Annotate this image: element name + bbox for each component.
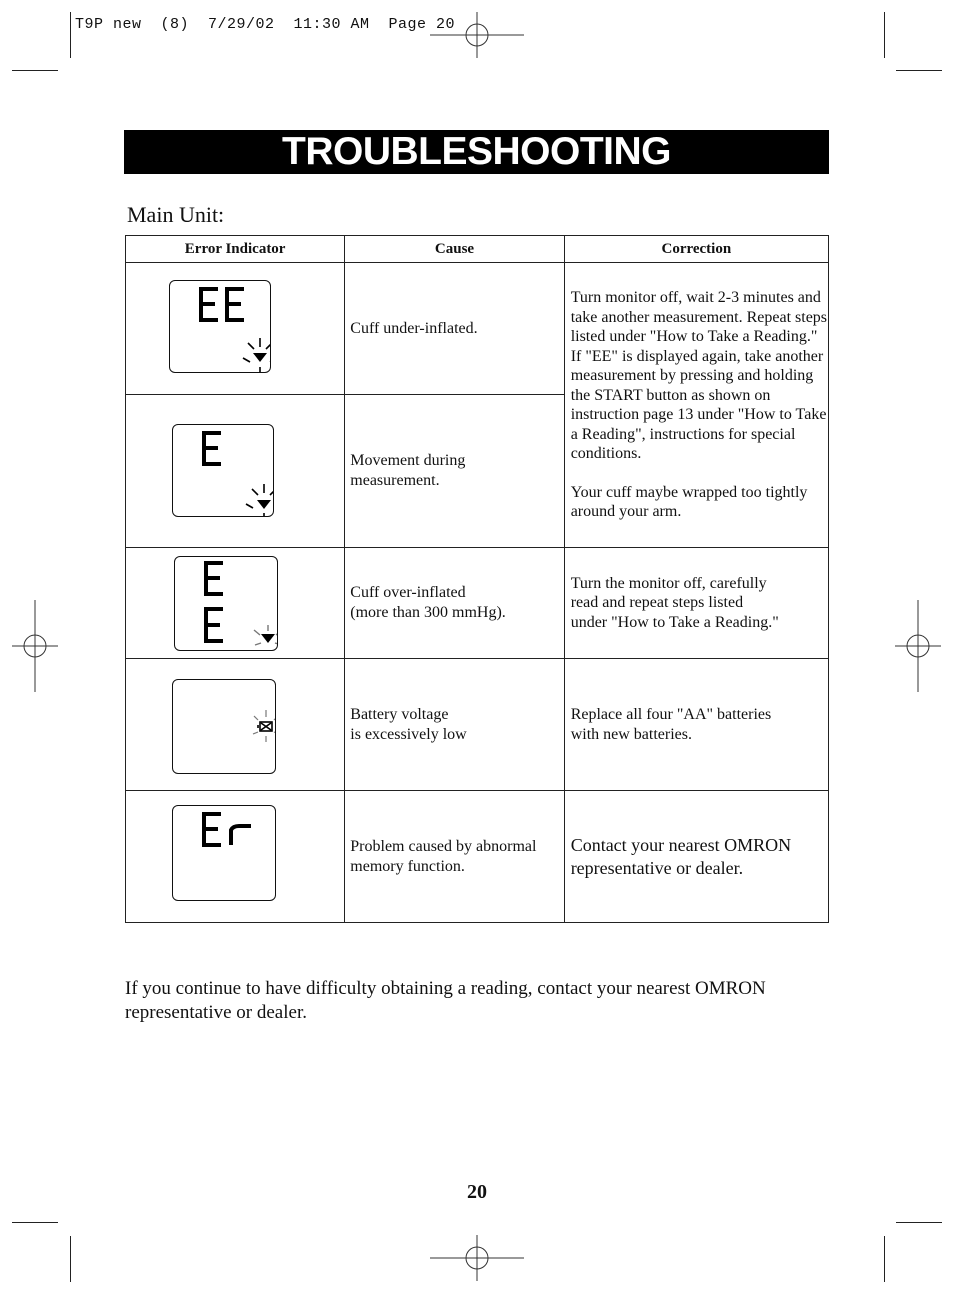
blinking-heart-icon — [254, 625, 277, 645]
print-slug: T9P new (8) 7/29/02 11:30 AM Page 20 — [75, 16, 456, 33]
section-subheading: Main Unit: — [127, 202, 225, 227]
error-indicator-e — [126, 395, 345, 548]
correction-shared — [564, 263, 828, 548]
error-indicator-er — [126, 791, 345, 923]
table-row — [126, 659, 829, 791]
lcd-display-e — [172, 424, 274, 517]
lcd-display-battery — [172, 679, 276, 774]
blinking-heart-icon — [243, 338, 270, 372]
table-header-row — [126, 236, 829, 263]
cause-cuff-over-inflated: Cuff over-inflated (more than 300 mmHg). — [345, 548, 564, 659]
error-indicator-ee — [126, 263, 345, 395]
er-segment-glyph — [173, 806, 275, 900]
ee-segment-glyph — [170, 281, 270, 372]
correction-contact-omron: Contact your nearest OMRON representative or dealer. — [564, 791, 828, 923]
page-number: 20 — [467, 1181, 487, 1203]
correction-text-1: Turn monitor off, wait 2-3 minutes and take another measurement. Repeat steps listed under "How to Take a Reading." If "EE" is displayed again, take another measurement by pressing and holding the START button as shown on instruction page 13 under "How to Take a Reading", instructions for special conditions. — [570, 289, 828, 463]
correction-text-2: Your cuff maybe wrapped too tightly around your arm. — [570, 483, 808, 521]
cause-cuff-under-inflated: Cuff under-inflated. — [345, 263, 564, 395]
correction-over-inflated: Turn the monitor off, carefully read and repeat steps listed under "How to Take a Reading." — [564, 548, 828, 659]
e-segment-glyph — [173, 425, 273, 516]
low-battery-icon — [173, 680, 275, 773]
footer-note: If you continue to have difficulty obtaining a reading, contact your nearest OMRON representative or dealer. — [125, 978, 766, 1023]
table-row — [126, 548, 829, 659]
error-indicator-e-e — [126, 548, 345, 659]
e-e-segment-glyph — [175, 557, 277, 650]
table-row — [126, 263, 829, 395]
page-title: TROUBLESHOOTING — [124, 130, 829, 174]
header-correction: Correction — [564, 236, 828, 263]
correction-battery: Replace all four "AA" batteries with new batteries. — [564, 659, 828, 791]
table-row — [126, 791, 829, 923]
cause-battery-low: Battery voltage is excessively low — [345, 659, 564, 791]
header-error-indicator: Error Indicator — [126, 236, 345, 263]
lcd-display-ee — [169, 280, 271, 373]
troubleshooting-table — [125, 235, 829, 923]
cause-memory-abnormal: Problem caused by abnormal memory function. — [345, 791, 564, 923]
cause-movement: Movement during measurement. — [345, 395, 564, 548]
error-indicator-battery — [126, 659, 345, 791]
lcd-display-e-e — [174, 556, 278, 651]
header-cause: Cause — [345, 236, 564, 263]
blinking-heart-icon — [246, 484, 273, 516]
lcd-display-er — [172, 805, 276, 901]
